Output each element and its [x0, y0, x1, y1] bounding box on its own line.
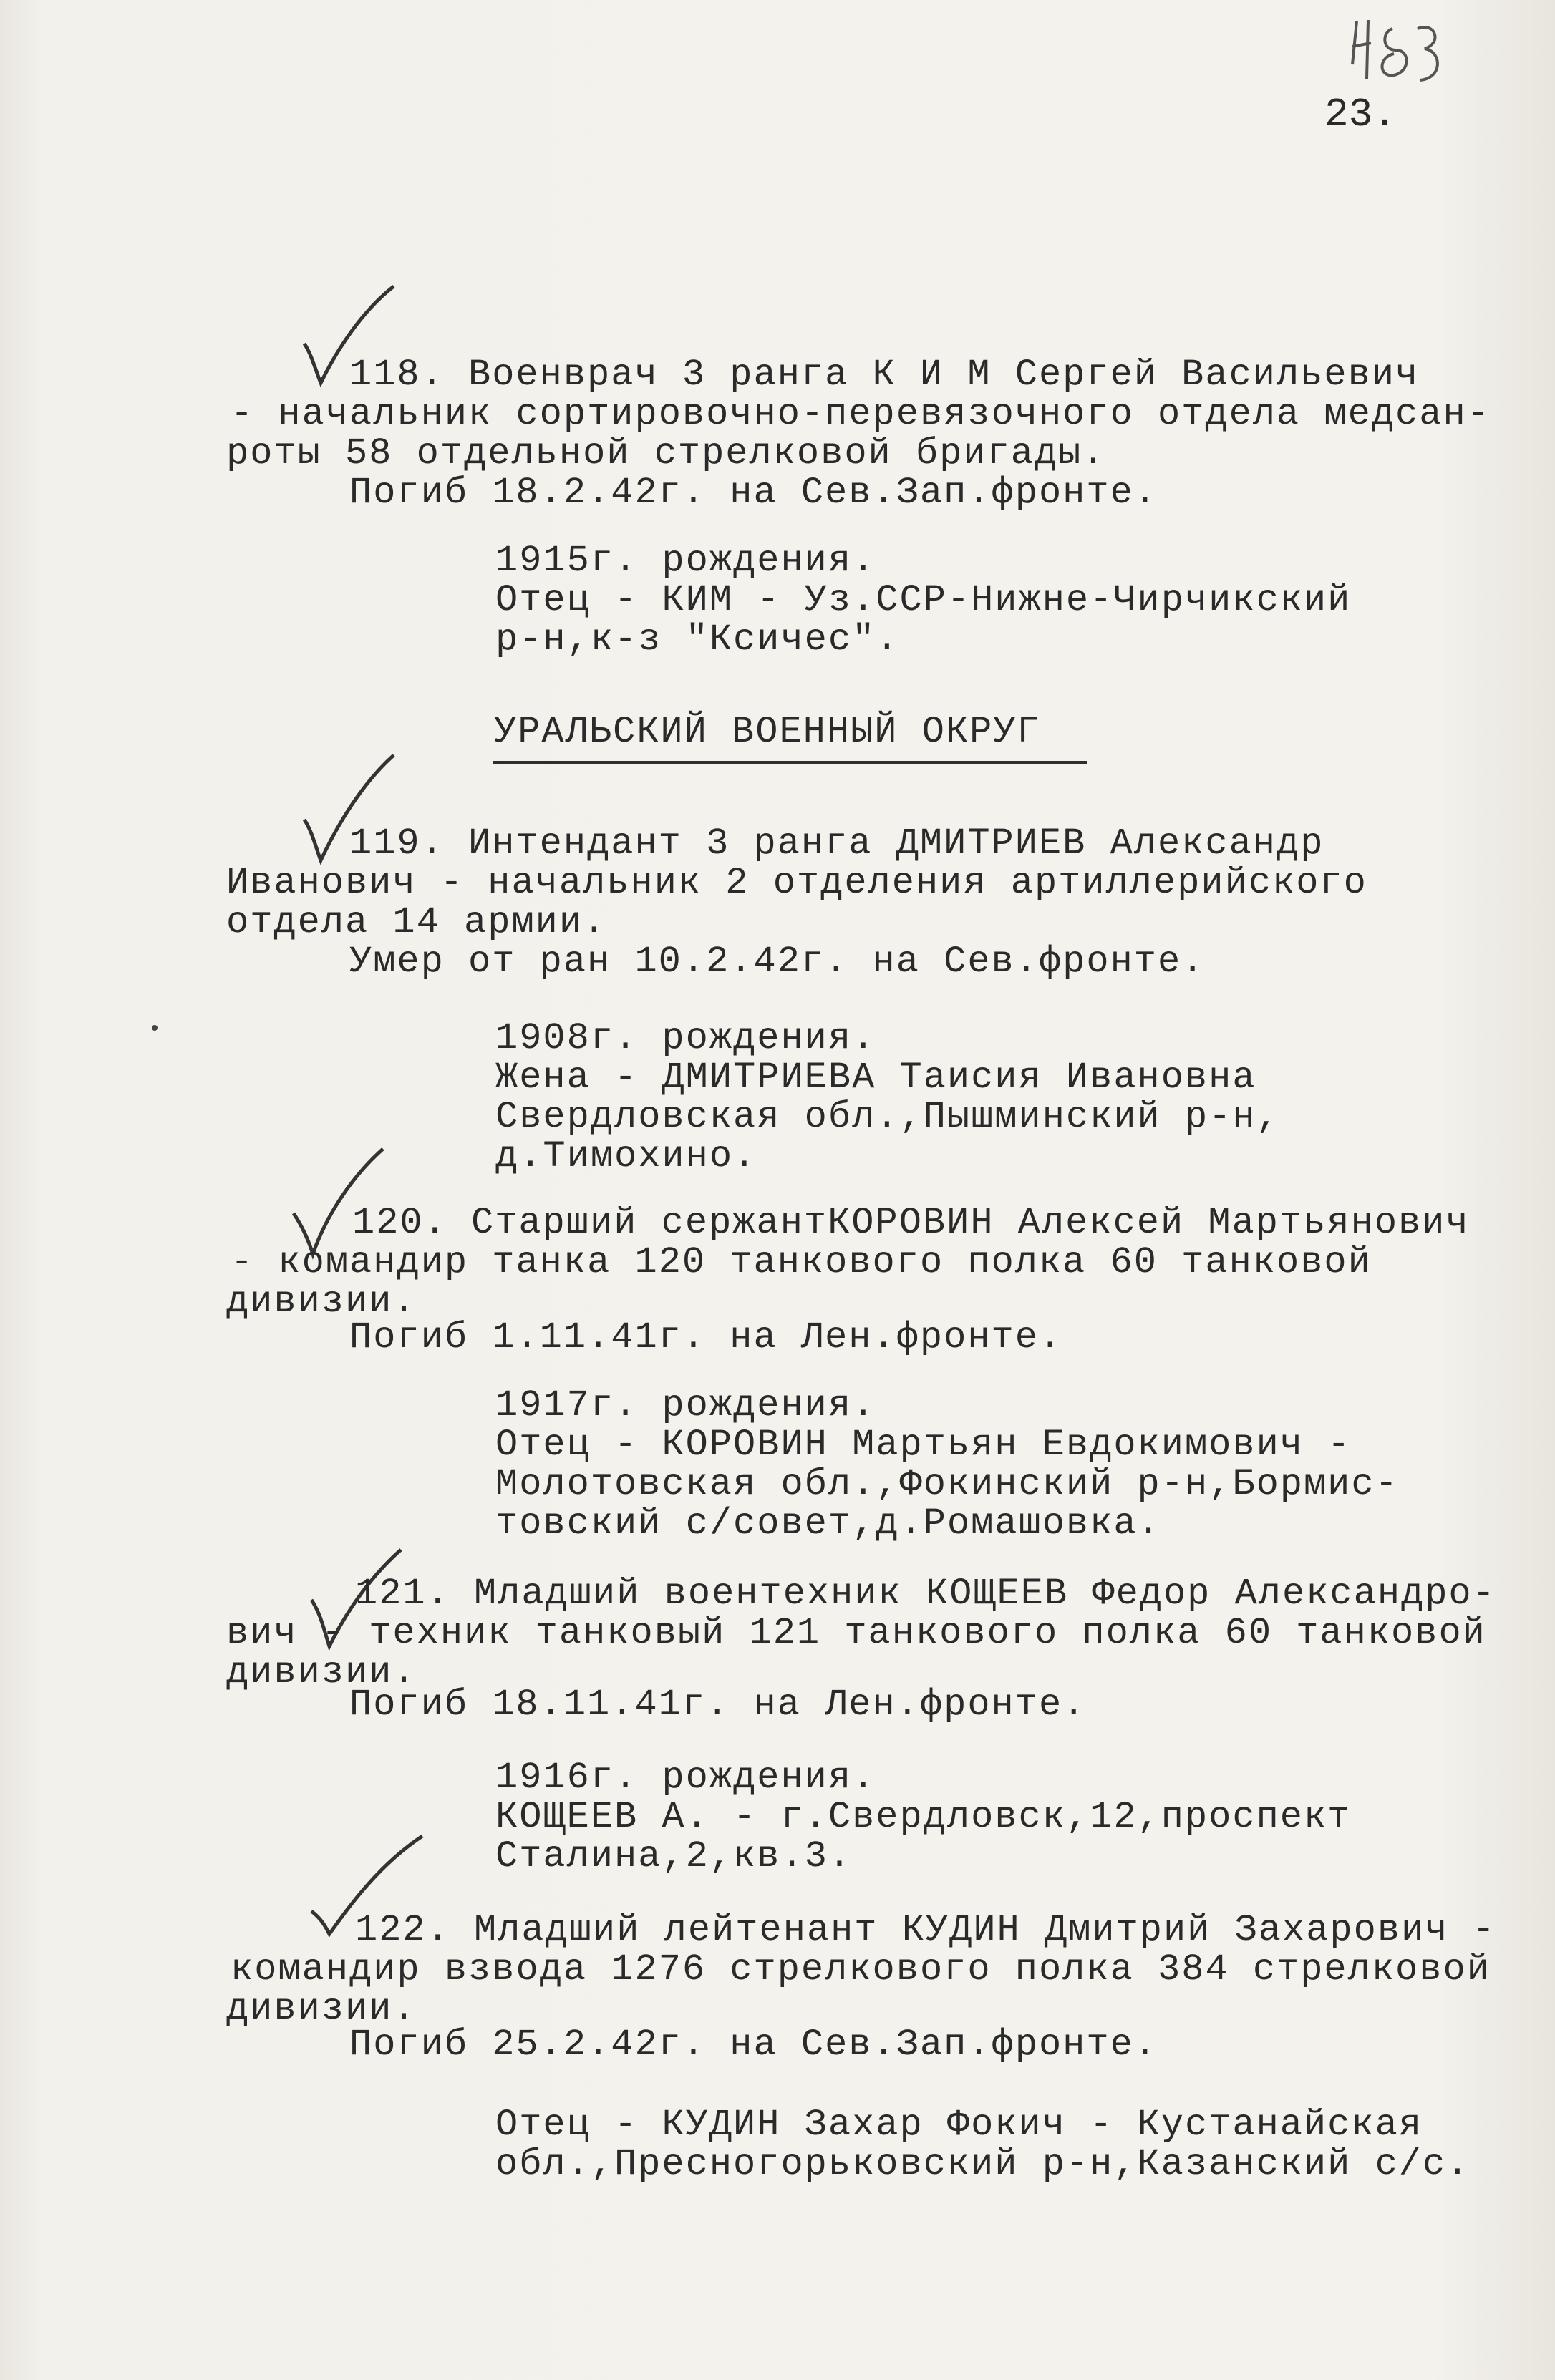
page-number: 23.	[1324, 92, 1397, 137]
entry-121-address: Сталина,2,кв.3.	[495, 1835, 853, 1878]
entry-119-line-3: отдела 14 армии.	[226, 901, 607, 943]
entry-121-line-2: вич - техник танковый 121 танкового полка 60 танковой	[226, 1612, 1486, 1654]
entry-119-address-2: д.Тимохино.	[495, 1135, 757, 1177]
entry-118-death: Погиб 18.2.42г. на Сев.Зап.фронте.	[349, 472, 1158, 514]
entry-120-line-3: дивизии.	[226, 1281, 417, 1323]
section-heading: УРАЛЬСКИЙ ВОЕННЫЙ ОКРУГ	[494, 711, 1041, 753]
entry-119-line-2: Иванович - начальник 2 отделения артиллерийского	[226, 862, 1367, 904]
entry-118-line-3: роты 58 отдельной стрелковой бригады.	[226, 432, 1106, 475]
entry-118-line-2: - начальник сортировочно-перевязочного отдела медсан-	[231, 393, 1491, 435]
entry-122-address: обл.,Пресногорьковский р-н,Казанский с/с.	[495, 2143, 1471, 2185]
entry-120-relative: Отец - КОРОВИН Мартьян Евдокимович -	[495, 1424, 1352, 1466]
entry-122-line-1: 122. Младший лейтенант КУДИН Дмитрий Захарович -	[355, 1909, 1496, 1951]
entry-121-death: Погиб 18.11.41г. на Лен.фронте.	[349, 1684, 1087, 1726]
handwritten-archive-number	[1342, 14, 1450, 100]
entry-118-address: р-н,к-з "Ксичес".	[495, 618, 900, 661]
entry-118-relative: Отец - КИМ - Уз.ССР-Нижне-Чирчикский	[495, 579, 1352, 621]
entry-118-birth: 1915г. рождения.	[495, 540, 876, 582]
entry-119-address-1: Свердловская обл.,Пышминский р-н,	[495, 1096, 1280, 1138]
entry-122-line-2: командир взвода 1276 стрелкового полка 384 стрелковой	[231, 1948, 1491, 1991]
entry-121-line-1: 121. Младший воентехник КОЩЕЕВ Федор Александро-	[355, 1573, 1496, 1615]
paper-speck	[152, 1025, 158, 1031]
entry-120-address-1: Молотовская обл.,Фокинский р-н,Бормис-	[495, 1463, 1399, 1505]
entry-120-line-2: - командир танка 120 танкового полка 60 танковой	[231, 1241, 1372, 1283]
entry-119-birth: 1908г. рождения.	[495, 1017, 876, 1059]
entry-119-line-1: 119. Интендант 3 ранга ДМИТРИЕВ Александр	[349, 822, 1324, 865]
entry-120-address-2: товский с/совет,д.Ромашовка.	[495, 1502, 1161, 1545]
heading-underline	[493, 761, 1087, 764]
entry-121-birth: 1916г. рождения.	[495, 1757, 876, 1799]
entry-120-death: Погиб 1.11.41г. на Лен.фронте.	[349, 1316, 1063, 1359]
entry-122-death: Погиб 25.2.42г. на Сев.Зап.фронте.	[349, 2024, 1158, 2066]
entry-119-death: Умер от ран 10.2.42г. на Сев.фронте.	[349, 941, 1206, 983]
entry-120-birth: 1917г. рождения.	[495, 1384, 876, 1427]
entry-118-line-1: 118. Военврач 3 ранга К И М Сергей Васильевич	[349, 354, 1420, 396]
entry-122-line-3: дивизии.	[226, 1988, 417, 2030]
entry-119-relative: Жена - ДМИТРИЕВА Таисия Ивановна	[495, 1057, 1256, 1099]
entry-120-line-1: 120. Старший сержантКОРОВИН Алексей Мартьянович	[352, 1202, 1470, 1244]
entry-121-line-3: дивизии.	[226, 1651, 417, 1694]
entry-122-relative: Отец - КУДИН Захар Фокич - Кустанайская	[495, 2104, 1423, 2146]
entry-121-relative: КОЩЕЕВ А. - г.Свердловск,12,проспект	[495, 1796, 1352, 1838]
